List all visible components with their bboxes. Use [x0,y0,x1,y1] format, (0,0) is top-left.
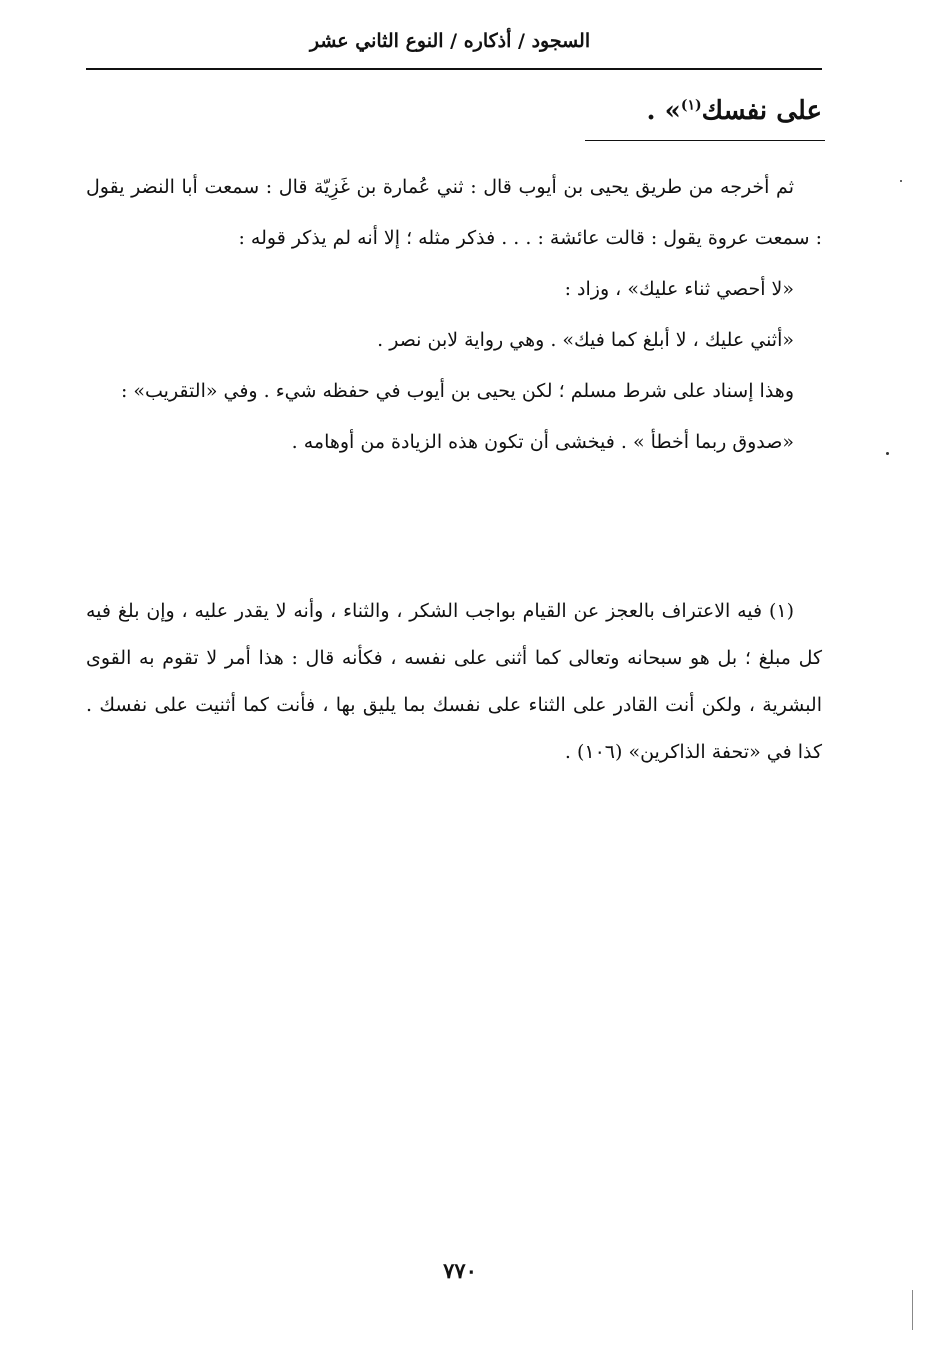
heading-closing: » . [646,96,681,126]
heading-underline [585,140,825,141]
page-number: ٧٧٠ [443,1258,477,1283]
heading-footnote-ref: (١) [680,97,702,114]
running-header: السجود / أذكاره / النوع الثاني عشر [309,30,591,52]
scan-edge-mark [912,1290,913,1330]
quote-la-uhsi: «لا أحصي ثناء عليك» ، وزاد : [564,278,794,300]
paragraph-isnad: ثم أخرجه من طريق يحيى بن أيوب قال : ثني عُمارة بن غَزِيّة قال : سمعت أبا النضر يقول : سمعت عروة يقول : قالت عائشة : . . . فذكر مثله ؛ إلا أنه لم يذكر قوله : [86,176,822,249]
margin-speck [900,180,902,182]
quote-uthni-alayk: «أثني عليك ، لا أبلغ كما فيك» . وهي رواية لابن نصر . [377,329,794,351]
heading-text: على نفسك [701,96,822,126]
margin-speck [886,452,889,455]
header-divider [86,68,822,70]
quote-taqrib: «صدوق ربما أخطأ » . فيخشى أن تكون هذه الزيادة من أوهامه . [291,431,794,453]
paragraph-grading: وهذا إسناد على شرط مسلم ؛ لكن يحيى بن أيوب في حفظه شيء . وفي «التقريب» : [120,380,794,402]
main-text [86,162,822,468]
footnote-block [86,588,822,776]
footnote-1: (١) فيه الاعتراف بالعجز عن القيام بواجب الشكر ، والثناء ، وأنه لا يقدر عليه ، وإن بلغ فيه كل مبلغ ؛ بل هو سبحانه وتعالى كما أثنى على نفسه ، فكأنه قال : هذا أمر لا تقوم به القوى البشرية ، ولكن أنت القادر على الثناء على نفسك بما يليق بها ، فأنت كما أثنيت على نفسك . كذا في «تحفة الذاكرين» (١٠٦) . [86,600,822,763]
section-heading [647,96,822,126]
